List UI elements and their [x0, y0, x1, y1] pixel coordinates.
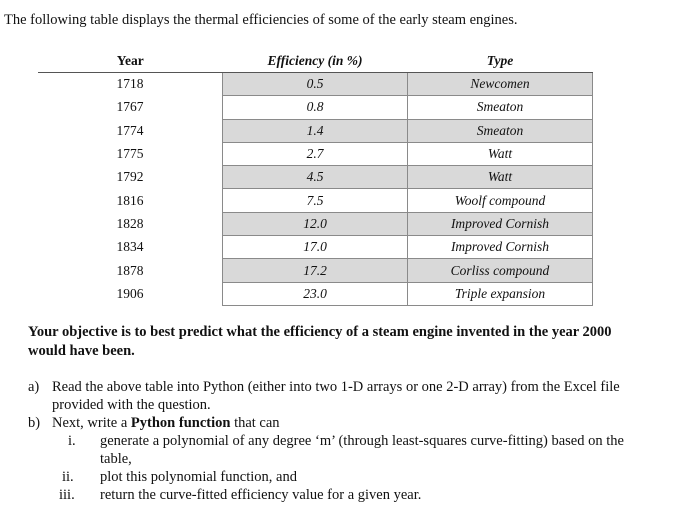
- subtask-iii-text: return the curve-fitted efficiency value for a given year.: [100, 487, 422, 503]
- type-cell: Watt: [408, 142, 593, 165]
- type-cell: Corliss compound: [408, 259, 593, 282]
- task-a-text: Read the above table into Python (either into two 1-D arrays or one 2-D array) from the Excel file provided with the question.: [52, 379, 620, 413]
- efficiency-table: [38, 50, 593, 306]
- task-b-text-before: Next, write a: [52, 415, 131, 431]
- table-row: [38, 73, 593, 96]
- efficiency-cell: 4.5: [223, 166, 408, 189]
- type-cell: Smeaton: [408, 96, 593, 119]
- efficiency-cell: 2.7: [223, 142, 408, 165]
- efficiency-cell: 1.4: [223, 119, 408, 142]
- header-efficiency: Efficiency (in %): [223, 50, 408, 73]
- type-cell: Improved Cornish: [408, 236, 593, 259]
- table-row: [38, 189, 593, 212]
- year-cell: 1767: [116, 99, 144, 115]
- year-cell: 1906: [116, 285, 144, 301]
- table-row: [38, 236, 593, 259]
- task-b-text: [52, 414, 642, 432]
- efficiency-cell: 17.0: [223, 236, 408, 259]
- year-cell: 1834: [116, 239, 144, 255]
- efficiency-cell: 0.8: [223, 96, 408, 119]
- year-cell: 1775: [116, 146, 144, 162]
- table-row: [38, 96, 593, 119]
- efficiency-cell: 17.2: [223, 259, 408, 282]
- table-body: [38, 73, 593, 306]
- efficiency-cell: 0.5: [223, 73, 408, 96]
- subtask-iii-label: iii.: [59, 487, 75, 503]
- objective-text: Your objective is to best predict what the efficiency of a steam engine invented in the year 2000 would have been.: [28, 324, 612, 359]
- table-row: [38, 119, 593, 142]
- table-row: [38, 212, 593, 235]
- table-row: [38, 259, 593, 282]
- subtask-ii-text: plot this polynomial function, and: [100, 469, 297, 485]
- efficiency-cell: 23.0: [223, 282, 408, 305]
- task-b-text-bold: Python function: [130, 415, 231, 431]
- table-row: [38, 142, 593, 165]
- type-cell: Triple expansion: [408, 282, 593, 305]
- header-year: Year: [38, 50, 223, 73]
- subtask-ii-label: ii.: [62, 469, 74, 485]
- year-cell: 1774: [116, 122, 144, 138]
- task-a-label: a): [28, 379, 40, 395]
- year-cell: 1718: [116, 76, 144, 92]
- task-b-label: b): [28, 415, 41, 431]
- efficiency-cell: 7.5: [223, 189, 408, 212]
- year-cell: 1792: [116, 169, 144, 185]
- year-cell: 1878: [116, 262, 144, 278]
- table-row: [38, 166, 593, 189]
- table-row: [38, 282, 593, 305]
- efficiency-cell: 12.0: [223, 212, 408, 235]
- task-b-text-after: that can: [230, 415, 280, 431]
- year-cell: 1828: [116, 215, 144, 231]
- type-cell: Smeaton: [408, 119, 593, 142]
- intro-text: The following table displays the thermal efficiencies of some of the early steam engines.: [4, 12, 518, 28]
- type-cell: Improved Cornish: [408, 212, 593, 235]
- type-cell: Newcomen: [408, 73, 593, 96]
- type-cell: Watt: [408, 166, 593, 189]
- subtask-i-label: i.: [68, 433, 76, 449]
- type-cell: Woolf compound: [408, 189, 593, 212]
- year-cell: 1816: [116, 192, 144, 208]
- header-type: Type: [408, 50, 593, 73]
- table-header-row: [38, 50, 593, 73]
- subtask-i-text: generate a polynomial of any degree ‘m’ (through least-squares curve-fitting) based on the table,: [100, 433, 624, 467]
